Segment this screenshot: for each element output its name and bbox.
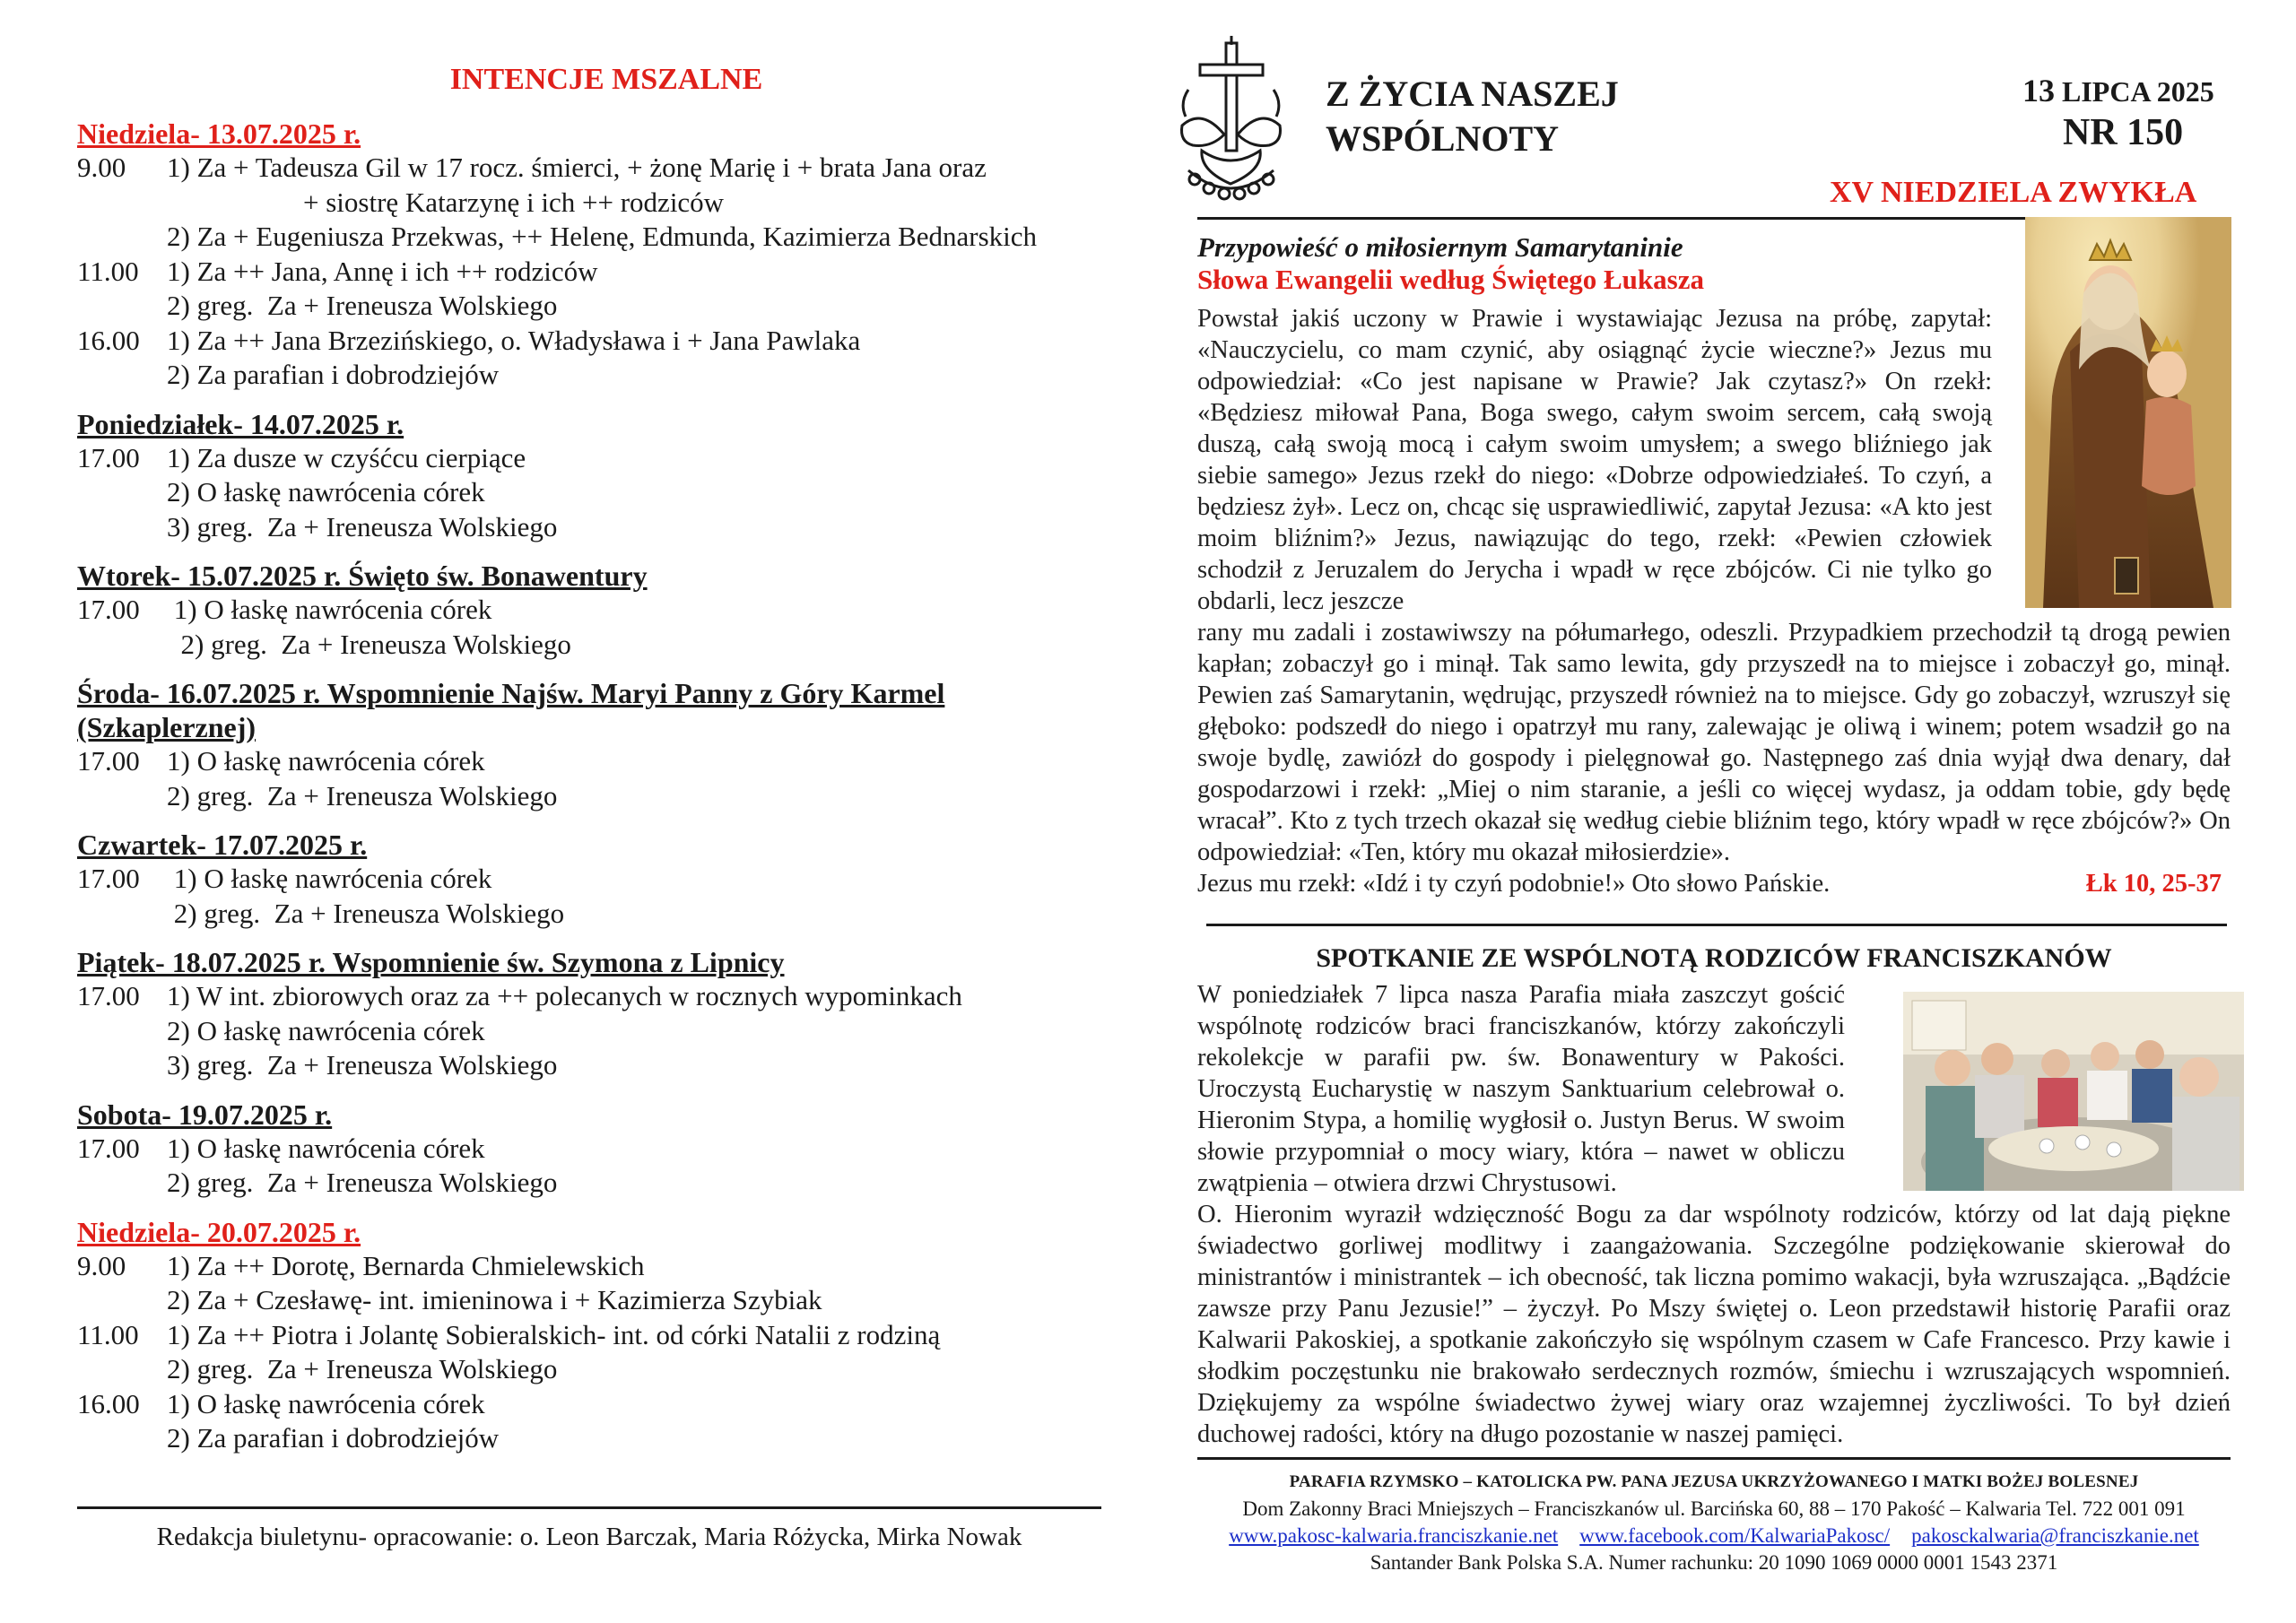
intention-text: 2) Za + Eugeniusza Przekwas, ++ Helenę, Edmunda, Kazimierza Bednarskich <box>167 221 1038 252</box>
mass-time: 17.00 <box>77 1132 140 1164</box>
intention-day <box>77 1098 1118 1201</box>
day-heading: Niedziela- 20.07.2025 r. <box>77 1215 361 1248</box>
intention-text: 1) O łaskę nawrócenia córek <box>167 1132 485 1164</box>
intention-text: 2) O łaskę nawrócenia córek <box>167 1014 485 1046</box>
intention-text: 1) Za ++ Jana Brzezińskiego, o. Władysława i + Jana Pawlaka <box>167 324 861 356</box>
intention-text: 1) O łaskę nawrócenia córek <box>167 863 492 894</box>
day-heading: Środa- 16.07.2025 r. Wspomnienie Najśw. Maryi Panny z Góry Karmel (Szkaplerznej) <box>77 677 945 743</box>
email-link[interactable]: pakosckalwaria@franciszkanie.net <box>1911 1524 2199 1547</box>
intention-text: 1) W int. zbiorowych oraz za ++ polecanych w rocznych wypominkach <box>167 980 962 1011</box>
mass-time: 17.00 <box>77 594 140 625</box>
intention-day <box>77 828 1118 931</box>
intention-text: 2) greg. Za + Ireneusza Wolskiego <box>167 628 571 660</box>
intention-line <box>77 220 1118 255</box>
intention-line <box>77 779 1118 814</box>
mass-time: 11.00 <box>77 255 139 287</box>
day-heading: Piątek- 18.07.2025 r. Wspomnienie św. Szymona z Lipnicy <box>77 946 785 978</box>
intention-line <box>77 358 1118 393</box>
gospel-text-wide: rany mu zadali i zostawiwszy na półumarłego, odeszli. Przypadkiem przechodził tą drogą pewien kapłan; zobaczył go i minął. Tak samo lewita, gdy przyszedł na to miejsce i zobaczył go, minął. Pewien zaś Samarytanin, wędrując, przyszedł również na to miejsce. Gdy go zobaczył, wzruszył się głęboko: podszedł do niego i opatrzył mu rany, zalewając je oliwą i winem; potem wsadził go na swoje bydlę, zawiózł do gospody i pielęgnował go. Następnego zaś dnia wyjął dwa denary, dał gospodarzowi i rzekł: „Miej o nim staranie, a jeśli co więcej wydasz, ja oddam tobie, gdy będę wracał”. Kto z tych trzech okazał się według ciebie bliźnim tego, który wpadł w ręce zbójców?» On odpowiedział: «Ten, który mu okazał miłosierdzie». <box>1197 619 2231 866</box>
intention-text: 1) Za ++ Piotra i Jolantę Sobieralskich- int. od córki Natalii z rodziną <box>167 1318 941 1350</box>
day-heading: Czwartek- 17.07.2025 r. <box>77 829 368 861</box>
intention-text: 1) O łaskę nawrócenia córek <box>167 1387 485 1419</box>
intention-line <box>77 897 1118 932</box>
title-line-2: WSPÓLNOTY <box>1326 118 1560 159</box>
intention-day <box>77 407 1118 545</box>
intention-line <box>77 1166 1118 1201</box>
intention-day <box>77 559 1118 662</box>
intention-text: 2) greg. Za + Ireneusza Wolskiego <box>167 290 558 321</box>
intention-text: 2) Za parafian i dobrodziejów <box>167 1422 500 1454</box>
gospel-last-sentence: Jezus mu rzekł: «Idź i ty czyń podobnie!» Oto słowo Pańskie. <box>1197 870 1831 898</box>
intention-text: 1) Za dusze w czyśćcu cierpiące <box>167 441 526 473</box>
intention-line <box>77 628 1118 663</box>
facebook-link[interactable]: www.facebook.com/KalwariaPakosc/ <box>1579 1524 1891 1547</box>
liturgical-sunday: XV NIEDZIELA ZWYKŁA <box>1830 176 2197 209</box>
parish-address: Dom Zakonny Braci Mniejszych – Franciszkanów ul. Barcińska 60, 88 – 170 Pakość – Kalwaria Tel. 722 001 091 <box>1242 1497 2186 1520</box>
intention-text: 1) Za ++ Dorotę, Bernarda Chmielewskich <box>167 1249 645 1281</box>
bulletin-title <box>1326 72 1619 161</box>
issue-date <box>2022 72 2214 109</box>
divider-line <box>77 1506 1101 1509</box>
meeting-article-text <box>1197 979 2231 1450</box>
meeting-text-narrow: W poniedziałek 7 lipca nasza Parafia miała zaszczyt gościć wspólnotę rodziców braci franciszkanów, którzy zakończyli rekolekcje w parafii pw. św. Bonawentury w Pakości. Uroczystą Eucharystię w naszym Sanktuarium celebrował o. Hieronim Stypa, a homilię wygłosił o. Justyn Berus. W swoim słowie przypomniał o mocy wiary, która – nawet w obliczu zwątpienia – otwiera drzwi Chrystusowi. <box>1197 981 1845 1197</box>
intention-line <box>77 744 1118 779</box>
intention-line <box>77 1014 1118 1049</box>
intention-text: 2) O łaskę nawrócenia córek <box>167 476 485 508</box>
day-heading: Sobota- 19.07.2025 r. <box>77 1098 333 1131</box>
gospel-closing-line <box>1197 868 2231 899</box>
intention-line <box>77 475 1118 510</box>
intention-text: 2) greg. Za + Ireneusza Wolskiego <box>167 1167 558 1198</box>
intention-text: 3) greg. Za + Ireneusza Wolskiego <box>167 1049 558 1081</box>
gospel-section <box>1197 224 2231 899</box>
mass-time: 11.00 <box>77 1318 139 1350</box>
intentions-list <box>77 117 1118 1456</box>
parish-footer <box>1197 1469 2231 1576</box>
intention-text: 2) Za + Czesławę- int. imieninowa i + Kazimierza Szybiak <box>167 1284 822 1315</box>
intention-text: 2) greg. Za + Ireneusza Wolskiego <box>167 897 565 929</box>
day-heading: Poniedziałek- 14.07.2025 r. <box>77 407 404 440</box>
cross-with-franciscan-arms-icon <box>1175 36 1287 206</box>
intention-text: 3) greg. Za + Ireneusza Wolskiego <box>167 510 558 542</box>
intention-text: + siostrę Katarzynę i ich ++ rodziców <box>303 186 725 218</box>
intention-line <box>77 1283 1118 1318</box>
intention-text: 2) Za parafian i dobrodziejów <box>167 359 500 390</box>
mass-time: 17.00 <box>77 441 140 473</box>
parable-title: Przypowieść o miłosiernym Samarytaninie <box>1197 231 1683 263</box>
mass-time: 9.00 <box>77 152 126 183</box>
mass-time: 16.00 <box>77 324 140 356</box>
date-month-year: LIPCA 2025 <box>2062 75 2214 108</box>
gospel-subtitle: Słowa Ewangelii według Świętego Łukasza <box>1197 264 1704 295</box>
intention-text: 1) Za ++ Jana, Annę i ich ++ rodziców <box>167 255 598 287</box>
divider-line <box>1197 1457 2231 1460</box>
intention-line <box>77 1421 1118 1456</box>
footer-links <box>1197 1523 2231 1549</box>
intentions-title: INTENCJE MSZALNE <box>449 63 763 96</box>
intention-line <box>77 593 1118 628</box>
intention-line <box>77 510 1118 545</box>
divider-line <box>1206 924 2227 926</box>
website-link[interactable]: www.pakosc-kalwaria.franciszkanie.net <box>1229 1524 1559 1547</box>
issue-number: NR 150 <box>2063 112 2184 153</box>
intention-line <box>77 289 1118 324</box>
mass-time: 17.00 <box>77 745 140 777</box>
mass-time: 17.00 <box>77 980 140 1011</box>
intention-day <box>77 117 1118 393</box>
intention-line <box>77 324 1118 359</box>
title-line-1: Z ŻYCIA NASZEJ <box>1326 74 1619 114</box>
mass-time: 9.00 <box>77 1249 126 1281</box>
intention-line <box>77 1352 1118 1387</box>
intention-line <box>77 1249 1118 1284</box>
intention-text: 2) greg. Za + Ireneusza Wolskiego <box>167 1353 558 1384</box>
intention-day <box>77 676 1118 813</box>
intention-line <box>77 1387 1118 1422</box>
gospel-reference: Łk 10, 25-37 <box>2085 870 2222 898</box>
intention-day <box>77 1215 1118 1456</box>
intention-line <box>77 441 1118 476</box>
date-day: 13 <box>2022 73 2055 108</box>
intention-text: 2) greg. Za + Ireneusza Wolskiego <box>167 779 558 812</box>
editorial-credits: Redakcja biuletynu- opracowanie: o. Leon Barczak, Maria Różycka, Mirka Nowak <box>156 1523 1022 1551</box>
gospel-text <box>1197 303 2231 899</box>
meeting-article-title: SPOTKANIE ZE WSPÓLNOTĄ RODZICÓW FRANCISZKANÓW <box>1316 943 2112 973</box>
intention-line <box>77 186 1118 221</box>
intention-line <box>77 1048 1118 1083</box>
intention-line <box>77 979 1118 1014</box>
intention-line <box>77 255 1118 290</box>
mass-time: 16.00 <box>77 1387 140 1419</box>
day-heading: Wtorek- 15.07.2025 r. Święto św. Bonawentury <box>77 560 648 592</box>
intention-line <box>77 1318 1118 1353</box>
bank-account: Santander Bank Polska S.A. Numer rachunku: 20 1090 1069 0000 0001 1543 2371 <box>1370 1551 2058 1574</box>
intention-line <box>77 151 1118 186</box>
meeting-text-wide: O. Hieronim wyraził wdzięczność Bogu za dar wspólnoty rodziców, którzy od lat dają piękne świadectwo gorliwej modlitwy i zaangażowania. Szczególne podziękowanie skierował do ministrantów i ministrantek – ich obecność, tak liczna pomimo wakacji, była wzruszająca. „Bądźcie zawsze przy Panu Jezusie!” – życzył. Po Mszy świętej o. Leon przedstawił historię Parafii oraz Kalwarii Pakoskiej, a spotkanie zakończyło się wspólnym czasem w Cafe Francesco. Przy kawie i słodkim poczęstunku nie brakowało serdecznych rozmów, śmiechu i wzruszających wspomnień. Dziękujemy za wspólne świadectwo żywej wiary oraz wzajemnej życzliwości. To był dzień duchowej radości, który na długo pozostanie w naszej pamięci. <box>1197 1201 2231 1448</box>
intention-line <box>77 1132 1118 1167</box>
intention-text: 1) O łaskę nawrócenia córek <box>167 594 492 625</box>
day-heading: Niedziela- 13.07.2025 r. <box>77 117 361 150</box>
gospel-text-narrow: Powstał jakiś uczony w Prawie i wystawiając Jezusa na próbę, zapytał: «Nauczycielu, co mam czynić, aby osiągnąć życie wieczne?» Jezus mu odpowiedział: «Co jest napisane w Prawie? Jak czytasz?» On rzekł: «Będziesz miłował Pana, Boga swego, całym swoim sercem, całą swoją duszą, całą swoją mocą i całym swoim umysłem; a swego bliźniego jak siebie samego» Jezus rzekł do niego: «Dobrze odpowiedziałeś. To czyń, a będziesz żył». Lecz on, chcąc się usprawiedliwić, zapytał Jezusa: «A kto jest moim bliźnim?» Jezus, nawiązując do tego, rzekł: «Pewien człowiek schodził z Jeruzalem do Jerycha i wpadł w ręce zbójców. Ci nie tylko go obdarli, lecz jeszcze <box>1197 305 1992 615</box>
parish-name: PARAFIA RZYMSKO – KATOLICKA PW. PANA JEZUSA UKRZYŻOWANEGO I MATKI BOŻEJ BOLESNEJ <box>1289 1472 2139 1491</box>
intention-day <box>77 945 1118 1083</box>
mass-intentions-section <box>77 63 1118 1471</box>
mass-time: 17.00 <box>77 863 140 894</box>
intention-text: 1) O łaskę nawrócenia córek <box>167 745 485 777</box>
intention-line <box>77 862 1118 897</box>
intention-text: 1) Za + Tadeusza Gil w 17 rocz. śmierci, + żonę Marię i + brata Jana oraz <box>167 152 987 183</box>
